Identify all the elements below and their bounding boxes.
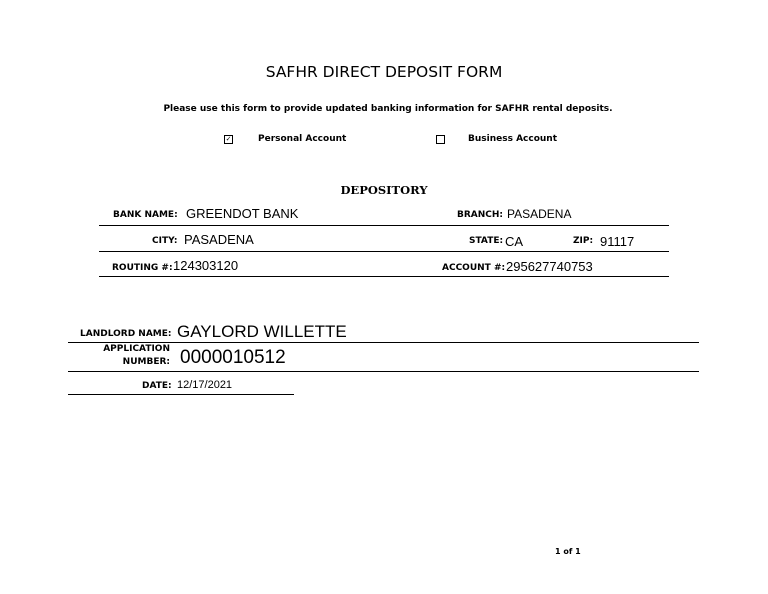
- landlord-name-value: GAYLORD WILLETTE: [177, 322, 347, 341]
- application-number-value: 0000010512: [180, 347, 286, 368]
- application-row-line: [68, 371, 699, 372]
- date-row-line: [68, 394, 294, 395]
- landlord-name-label: LANDLORD NAME:: [80, 329, 172, 339]
- account-label: ACCOUNT #:: [442, 263, 506, 273]
- business-account-checkbox[interactable]: [436, 135, 445, 144]
- personal-account-label: Personal Account: [258, 134, 347, 144]
- state-label: STATE:: [469, 236, 504, 246]
- bank-name-value: GREENDOT BANK: [186, 206, 299, 221]
- account-value: 295627740753: [506, 259, 593, 274]
- state-value: CA: [505, 234, 524, 249]
- date-label: DATE:: [142, 381, 172, 391]
- form-title: SAFHR DIRECT DEPOSIT FORM: [265, 63, 503, 81]
- application-label-line2: NUMBER:: [122, 357, 170, 367]
- form-subtitle: Please use this form to provide updated banking information for SAFHR rental deposits.: [163, 104, 613, 114]
- bank-name-label: BANK NAME:: [113, 210, 178, 220]
- branch-label: BRANCH:: [457, 210, 504, 220]
- application-label-line1: APPLICATION: [103, 344, 170, 354]
- date-value: 12/17/2021: [177, 379, 233, 391]
- zip-value: 91117: [600, 234, 635, 249]
- city-row-line: [99, 251, 669, 252]
- city-value: PASADENA: [184, 232, 254, 247]
- business-account-label: Business Account: [468, 134, 558, 144]
- routing-row-line: [99, 276, 669, 277]
- landlord-row-line: [68, 342, 699, 343]
- branch-value: PASADENA: [507, 207, 572, 221]
- routing-label: ROUTING #:: [112, 263, 173, 273]
- city-label: CITY:: [152, 236, 178, 246]
- zip-label: ZIP:: [573, 236, 594, 246]
- depository-heading: DEPOSITORY: [340, 183, 428, 197]
- personal-account-checkbox[interactable]: [224, 135, 233, 144]
- routing-value: 124303120: [173, 258, 239, 273]
- check-mark-icon: ✓: [225, 136, 232, 143]
- page-number: 1 of 1: [555, 547, 581, 556]
- bank-row-line: [99, 225, 669, 226]
